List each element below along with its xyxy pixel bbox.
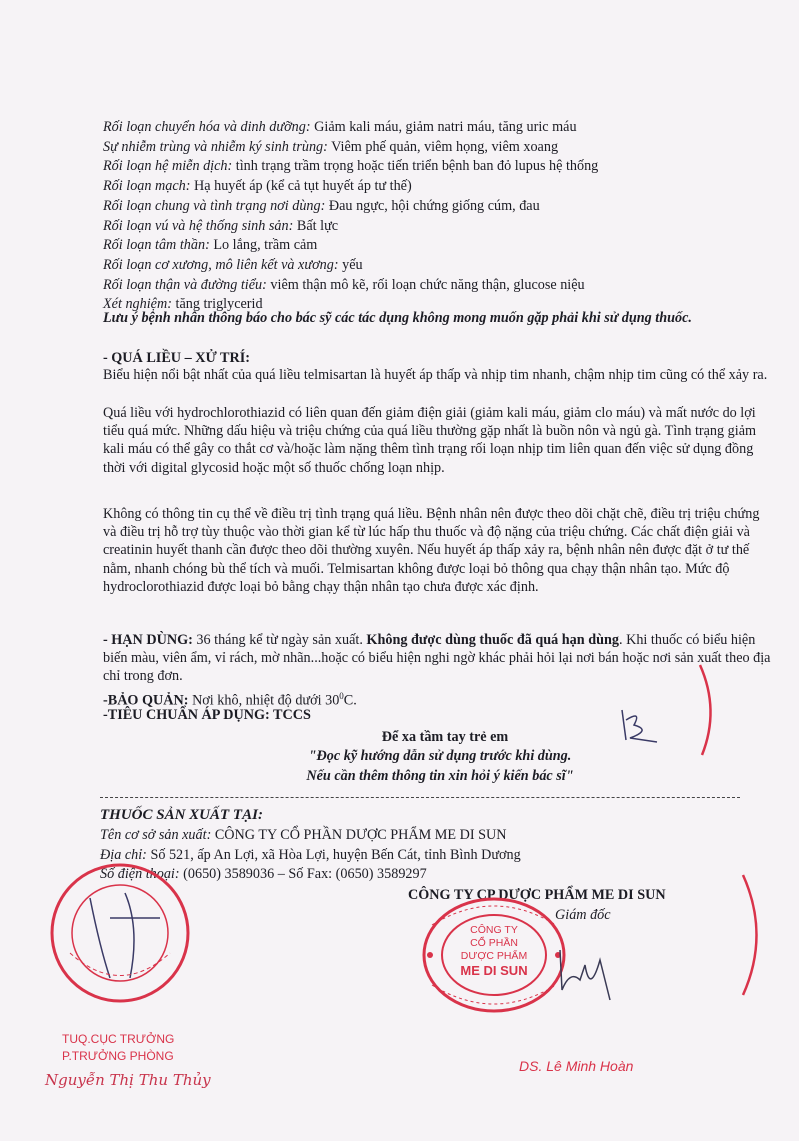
expiry-paragraph — [103, 631, 771, 686]
manufacturer-phone-label: Số điện thoại: — [100, 866, 180, 882]
side-effect-label: Rối loạn vú và hệ thống sinh sản: — [103, 217, 294, 234]
side-effect-text: Hạ huyết áp (kể cả tụt huyết áp tư thế) — [190, 178, 412, 195]
side-effect-text: yếu — [338, 256, 363, 273]
manufacturer-heading: THUỐC SẢN XUẤT TẠI: — [100, 807, 263, 823]
stamp-line-4: ME DI SUN — [460, 963, 528, 978]
side-effect-label: Rối loạn thận và đường tiểu: — [103, 276, 267, 293]
side-effect-label: Rối loạn chuyển hóa và dinh dưỡng: — [103, 119, 311, 135]
side-effect-label: Rối loạn tâm thần: — [103, 237, 210, 254]
notice-text: Lưu ý bệnh nhân thông báo cho bác sỹ các tác dụng không mong muốn gặp phải khi sử dụng thuốc. — [103, 310, 692, 326]
edge-seal-mark-2-icon — [735, 870, 775, 1000]
side-effect-label: Rối loạn chung và tình trạng nơi dùng: — [103, 197, 326, 214]
manufacturer-name-label: Tên cơ sở sản xuất: — [100, 827, 212, 843]
storage-label: -BẢO QUẢN: — [103, 692, 189, 709]
manufacturer-name: CÔNG TY CỔ PHẦN DƯỢC PHẨM ME DI SUN — [211, 827, 507, 843]
side-effect-label: Xét nghiệm: — [103, 296, 172, 313]
initials-mark-icon — [612, 700, 672, 750]
manufacturer-name-line — [100, 826, 506, 844]
side-effect-text: tình trạng trầm trọng hoặc tiến triển bệnh ban đỏ lupus hệ thống — [232, 158, 599, 175]
storage-text: Nơi khô, nhiệt độ dưới 30 — [188, 692, 340, 709]
side-effect-label: Rối loạn mạch: — [103, 178, 191, 195]
left-signature-name: Nguyễn Thị Thu Thủy — [45, 1071, 211, 1089]
side-effect-label: Sự nhiễm trùng và nhiễm ký sinh trùng: — [103, 138, 328, 155]
side-effect-text: viêm thận mô kẽ, rối loạn chức năng thận, glucose niệu — [266, 276, 585, 293]
side-effect-row — [103, 197, 540, 215]
side-effect-row — [103, 138, 558, 156]
overdose-paragraph-2: Quá liều với hydrochlorothiazid có liên quan đến giảm điện giải (giảm kali máu, giảm clo máu) và mất nước do lợi tiểu quá mức. Những dấu hiệu và triệu chứng của quá liều thường gặp nhất là buồn nôn và ngủ gà. Tình trạng giảm kali máu có thể gây co thắt cơ và/hoặc làm nặng thêm tình trạng rối loạn nhịp tim liên quan đến việc sử dụng đồng thời với digital glycosid hoặc một số thuốc chống loạn nhịp. — [103, 405, 757, 476]
agency-seal-icon — [30, 858, 205, 1008]
manufacturer-address: Số 521, ấp An Lợi, xã Hòa Lợi, huyện Bến Cát, tỉnh Bình Dương — [146, 847, 521, 863]
side-effect-text: Bất lực — [293, 217, 339, 234]
side-effect-row — [103, 118, 577, 136]
stamp-line-1: CÔNG TY — [470, 924, 518, 936]
side-effect-label: Rối loạn cơ xương, mô liên kết và xương: — [103, 256, 339, 273]
overdose-paragraph-1: Biểu hiện nổi bật nhất của quá liều telmisartan là huyết áp thấp và nhịp tim nhanh, chậm nhịp tim cũng có thể xảy ra. — [103, 367, 768, 383]
director-name: DS. Lê Minh Hoàn — [519, 1058, 634, 1074]
side-effect-row — [103, 157, 598, 175]
storage-degree: 0 — [339, 691, 344, 701]
company-signature-title: Giám đốc — [555, 907, 611, 923]
stamp-line-3: DƯỢC PHẨM — [460, 950, 528, 962]
expiry-rest: . Khi thuốc có biểu hiện biến màu, viên ẩm, vỉ rách, mờ nhãn...hoặc có biểu hiện nghi ngờ khác phải hỏi lại nơi bán hoặc nơi sản xuất theo địa chỉ trong đơn. — [103, 632, 771, 685]
section-divider — [100, 797, 740, 798]
company-signature-icon — [540, 940, 630, 1010]
expiry-label: - HẠN DÙNG: — [103, 632, 193, 648]
stamp-line-2: CỔ PHẦN — [470, 937, 518, 949]
warning-children: Để xa tầm tay trẻ em — [381, 729, 509, 745]
standard-label: -TIÊU CHUẨN ÁP DỤNG: — [103, 707, 270, 723]
side-effect-text: Giảm kali máu, giảm natri máu, tăng uric máu — [310, 119, 577, 135]
warning-read-instructions: "Đọc kỹ hướng dẫn sử dụng trước khi dùng. — [308, 748, 572, 764]
side-effect-text: Viêm phế quản, viêm họng, viêm xoang — [327, 138, 559, 155]
side-effect-row — [103, 217, 338, 235]
standard-text: TCCS — [269, 707, 311, 723]
side-effect-row — [103, 177, 412, 195]
side-effect-row — [103, 236, 317, 254]
side-effect-text: Đau ngực, hội chứng giống cúm, đau — [325, 197, 540, 214]
left-signature-title-1: TUQ.CỤC TRƯỞNG — [62, 1032, 175, 1046]
company-signature-name: CÔNG TY CP DƯỢC PHẨM ME DI SUN — [408, 887, 666, 903]
side-effect-row — [103, 276, 585, 294]
side-effect-text: tăng triglycerid — [171, 296, 263, 313]
overdose-paragraph-3: Không có thông tin cụ thể về điều trị tình trạng quá liều. Bệnh nhân nên được theo dõi chặt chẽ, điều trị triệu chứng và điều trị hỗ trợ tùy thuộc vào thời gian kể từ lúc hấp thu thuốc và độ nặng của triệu chứng. Các chất điện giải và creatinin huyết thanh cần được theo dõi thường xuyên. Nếu huyết áp thấp xảy ra, bệnh nhân nên được đặt ở tư thế nằm, nhanh chóng bù thể tích và muối. Telmisartan không được loại bỏ thông qua chạy thận nhân tạo. Mức độ hydroclorothiazid được loại bỏ bằng chạy thận nhân tạo chưa được xác định. — [103, 506, 760, 595]
edge-seal-mark-icon — [690, 660, 730, 760]
expiry-text: 36 tháng kể từ ngày sản xuất. — [192, 632, 367, 648]
storage-unit: C. — [343, 692, 357, 709]
manufacturer-phone: (0650) 3589036 – Số Fax: (0650) 3589297 — [179, 866, 427, 882]
warning-ask-doctor: Nếu cần thêm thông tin xin hỏi ý kiến bác sĩ" — [306, 768, 574, 784]
manufacturer-address-label: Địa chỉ: — [100, 847, 147, 863]
overdose-heading: - QUÁ LIỀU – XỬ TRÍ: — [103, 350, 251, 366]
left-signature-title-2: P.TRƯỞNG PHÒNG — [62, 1049, 174, 1063]
standard-line — [103, 706, 311, 724]
side-effect-row — [103, 256, 363, 274]
expiry-warning: Không được dùng thuốc đã quá hạn dùng — [366, 632, 619, 648]
side-effect-text: Lo lắng, trầm cảm — [209, 237, 318, 254]
side-effect-label: Rối loạn hệ miễn dịch: — [103, 158, 233, 175]
